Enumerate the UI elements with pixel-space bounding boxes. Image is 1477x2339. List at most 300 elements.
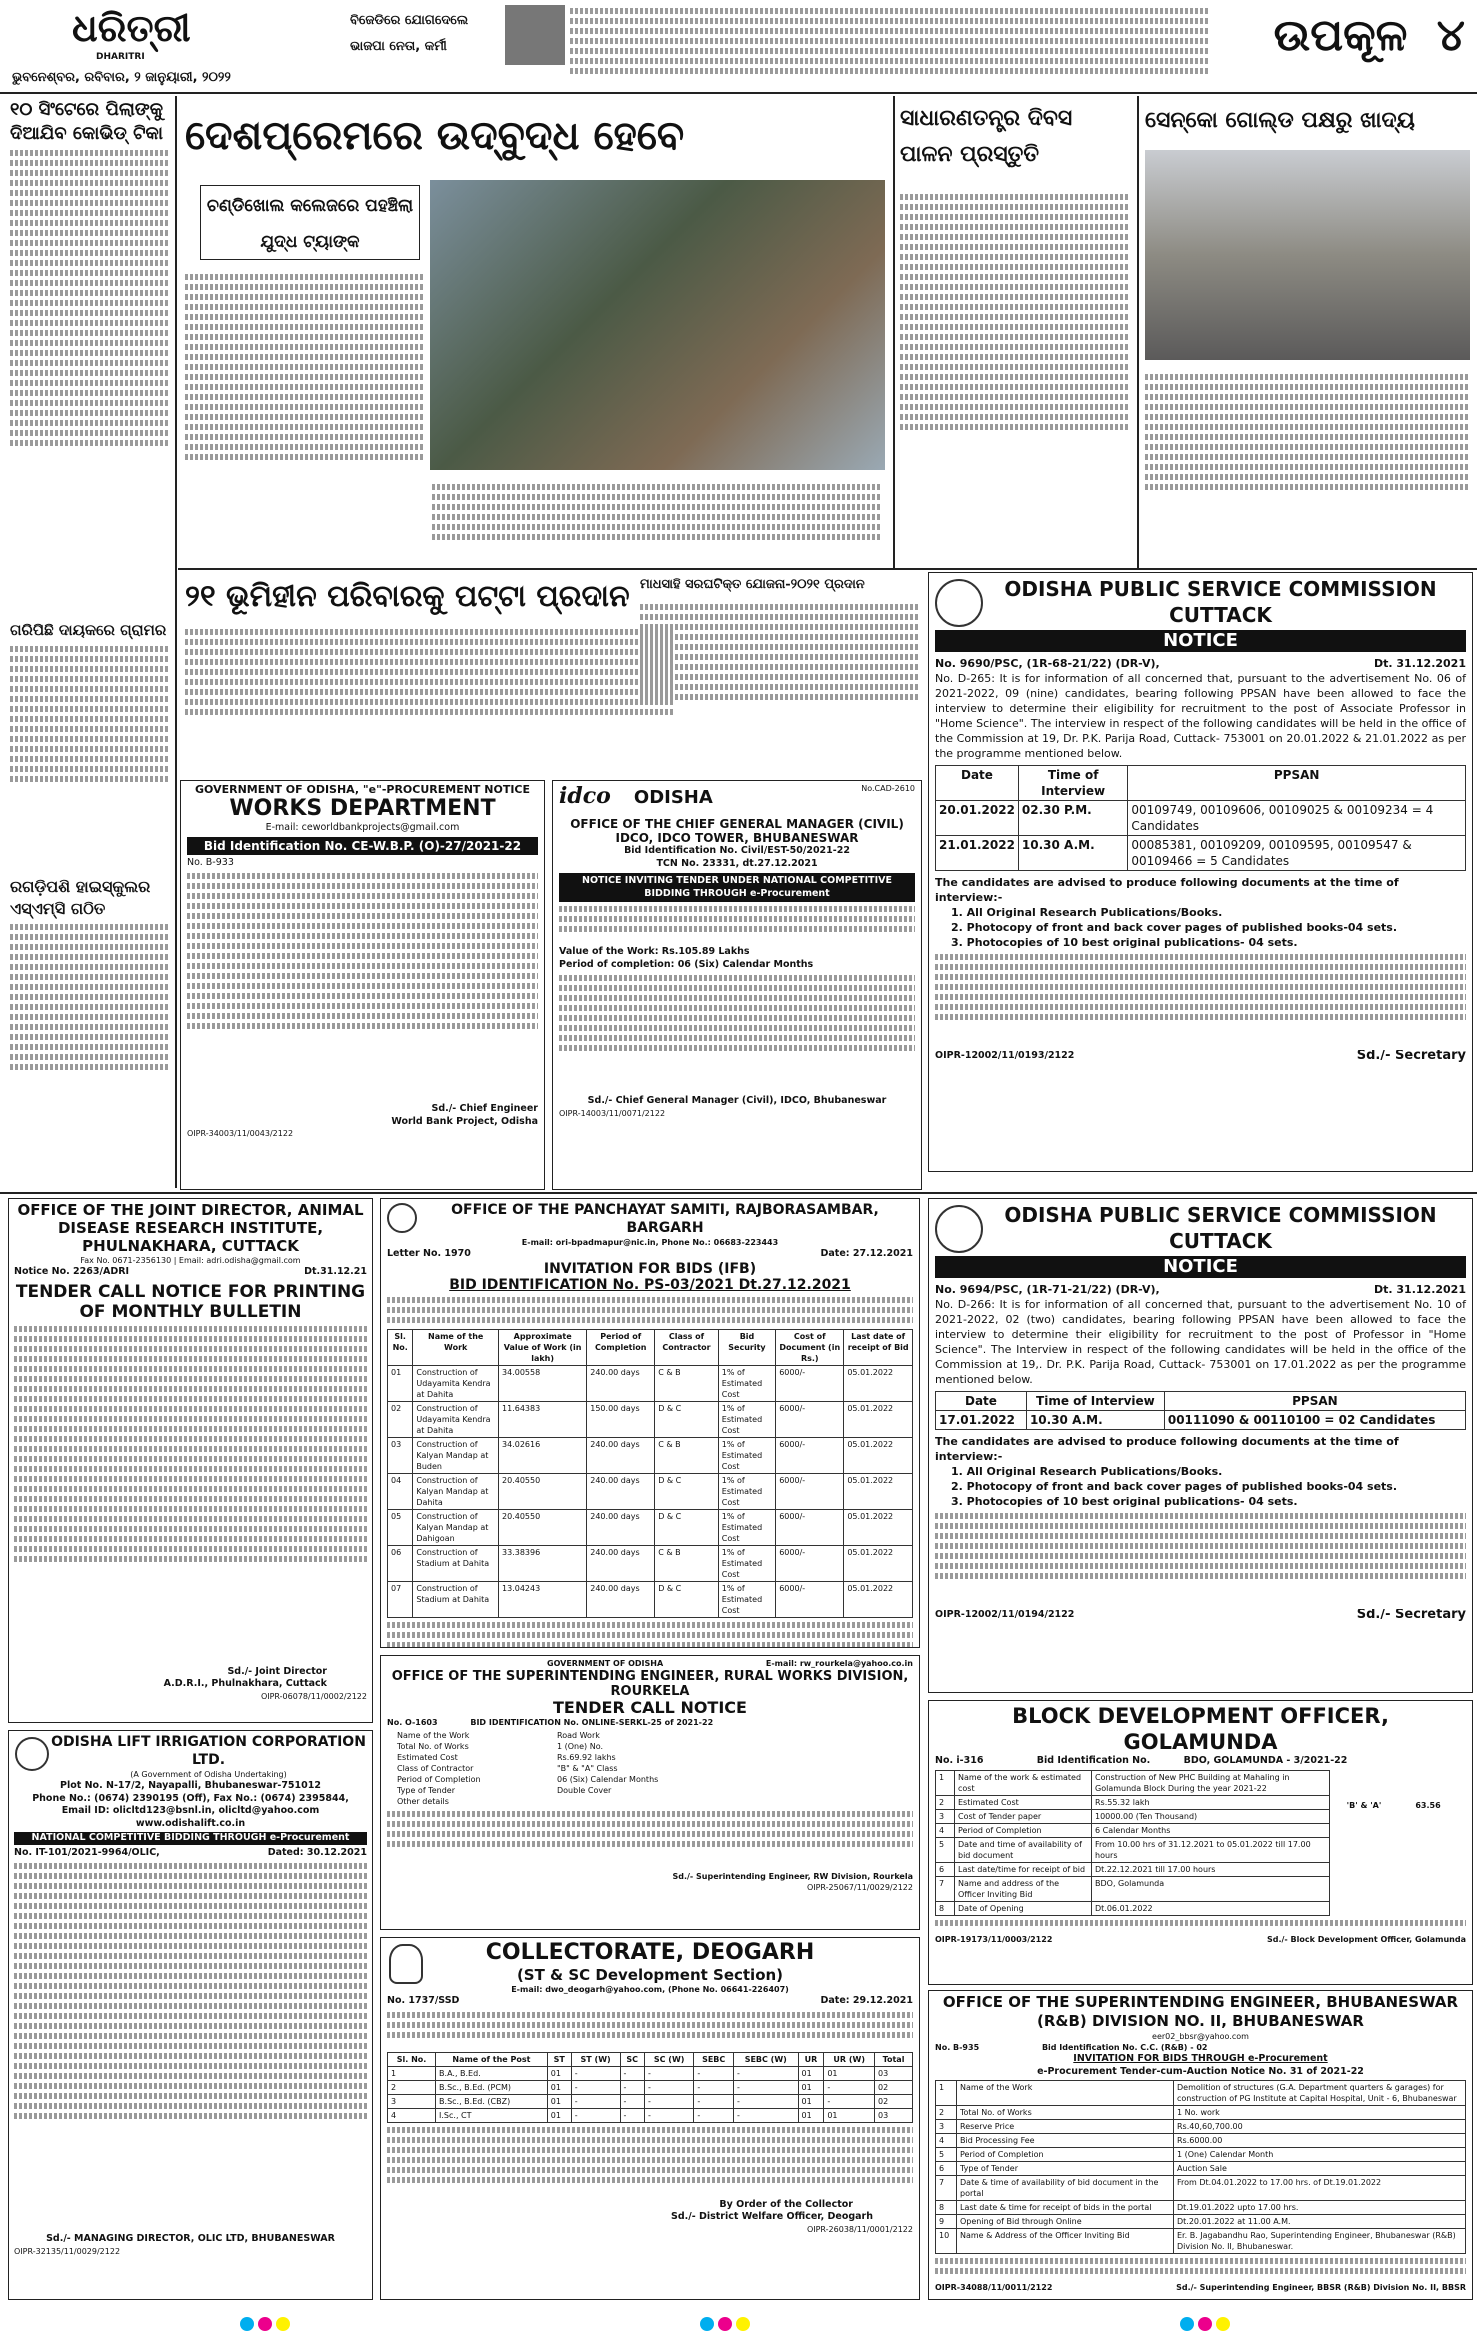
adri-notice	[8, 1198, 373, 1723]
table-cell: Type of Tender	[957, 2162, 1174, 2176]
table-row	[936, 1411, 1466, 1430]
idco-title-2: IDCO, IDCO TOWER, BHUBANESWAR	[615, 831, 859, 845]
works-email: E-mail: ceworldbankprojects@gmail.com	[265, 822, 460, 833]
opsc-advise: The candidates are advised to produce following documents at the time of interview:-	[935, 1435, 1399, 1463]
item-label: Estimated Cost	[397, 1753, 458, 1762]
table-header: SEBC (W)	[734, 2052, 799, 2066]
table-cell: 7	[936, 2176, 957, 2201]
table-header: UR (W)	[824, 2052, 875, 2066]
table-cell: 1	[936, 2081, 957, 2106]
item-label: Period of Completion	[397, 1775, 481, 1784]
teaser-text	[570, 4, 1210, 84]
works-title: WORKS DEPARTMENT	[229, 796, 496, 821]
works-oipr: OIPR-34003/11/0043/2122	[187, 1129, 294, 1138]
table-cell: Name & Address of the Officer Inviting Bid	[957, 2229, 1174, 2254]
table-cell: -	[620, 2094, 644, 2108]
deogarh-sign: By Order of the Collector	[719, 2198, 853, 2210]
table-cell: -	[644, 2066, 693, 2080]
headline-left-3: ରଗଡ଼ିପଶି ହାଇସ୍କୁଲର ଏସ୍‌ଏମ୍‌ସି ଗଠିତ	[10, 877, 151, 918]
republic-headline: ସାଧାରଣତନ୍ତ୍ର ଦିବସ ପାଳନ ପ୍ରସ୍ତୁତି	[900, 105, 1073, 167]
table-cell: 00111090 & 00110100 = 02 Candidates	[1164, 1411, 1465, 1430]
adri-date: Dt.31.12.21	[304, 1266, 367, 1277]
table-cell: C & B	[655, 1365, 719, 1401]
rourkela-sign: Sd./- Superintending Engineer, RW Division, Rourkela	[672, 1872, 913, 1881]
table-cell: Period of Completion	[957, 2148, 1174, 2162]
lift-bar: NATIONAL COMPETITIVE BIDDING THROUGH e-Procurement	[14, 1832, 367, 1845]
table-cell: -	[620, 2080, 644, 2094]
opsc-desc: No. D-265: It is for information of all concerned that, pursuant to the advertisement No. 06 of 2021-2022, 09 (nine) candidates, bearing following PPSAN have been allowed to face the interview to determine their eligibility for recruitment to the post of Associate Professor in "Home Science". The interview in respect of the following candidates will be held in the office of the Commission at 19, Dr. P.K. Parija Road, Cuttack- 753001 on 20.01.2022 & 21.01.2022 as per the programme mentioned below.	[935, 672, 1466, 760]
opsc-body	[935, 954, 1466, 1050]
table-cell: -	[824, 2094, 875, 2108]
bdo-amount: 63.56	[1415, 1800, 1441, 1810]
deogarh-no: No. 1737/SSD	[387, 1995, 460, 2006]
table-row	[936, 1795, 1330, 1809]
table-cell: 6	[936, 2162, 957, 2176]
table-row	[388, 1473, 913, 1509]
page-number: ୪	[1436, 10, 1465, 61]
table-cell: 6 Calendar Months	[1092, 1823, 1330, 1837]
table-cell: Auction Sale	[1174, 2162, 1466, 2176]
table-row	[388, 1581, 913, 1617]
table-cell: D & C	[655, 1401, 719, 1437]
idco-bar: NOTICE INVITING TENDER UNDER NATIONAL COMPETITIVE BIDDING THROUGH e-Procurement	[559, 873, 915, 902]
table-cell: 01	[547, 2094, 571, 2108]
lift-sub: (A Government of Odisha Undertaking)	[130, 1770, 287, 1779]
list-item	[387, 1785, 913, 1796]
table-cell: Reserve Price	[957, 2120, 1174, 2134]
table-cell: -	[734, 2108, 799, 2122]
table-cell: 4	[936, 2134, 957, 2148]
adri-sign: Sd./- Joint Director	[227, 1665, 327, 1677]
idco-body-2	[559, 975, 915, 1095]
table-header: SEBC	[694, 2052, 734, 2066]
table-header: Time of Interview	[1018, 766, 1127, 801]
item-label: Total No. of Works	[397, 1742, 469, 1751]
idco-bid: Bid Identification No. Civil/EST-50/2021-22	[624, 845, 850, 856]
table-cell: 34.00558	[499, 1365, 587, 1401]
rb-table	[935, 2080, 1466, 2254]
bdo-footer	[935, 1920, 1466, 1934]
table-header: Date	[936, 766, 1019, 801]
table-cell: B.Sc., B.Ed. (CBZ)	[436, 2094, 548, 2108]
table-cell: -	[694, 2108, 734, 2122]
registration-marks	[1180, 2316, 1260, 2332]
opsc-doc: 2. Photocopy of front and back cover pages of published books-04 sets.	[951, 1480, 1398, 1493]
table-cell: 4	[388, 2108, 436, 2122]
table-cell: 02	[388, 1401, 413, 1437]
opsc-date: Dt. 31.12.2021	[1374, 1283, 1466, 1296]
table-header: SC	[620, 2052, 644, 2066]
table-cell: 05	[388, 1509, 413, 1545]
tank-photo	[430, 180, 885, 470]
table-cell: 5	[936, 2148, 957, 2162]
idco-period: Period of completion: 06 (Six) Calendar Months	[559, 958, 814, 970]
works-no: No. B-933	[187, 856, 234, 868]
table-cell: 01	[798, 2080, 824, 2094]
idco-cad: No.CAD-2610	[861, 784, 915, 793]
panchayat-bar-2: BID IDENTIFICATION No. PS-03/2021 Dt.27.12.2021	[449, 1276, 851, 1293]
table-cell: 6000/-	[776, 1365, 844, 1401]
table-cell: 150.00 days	[587, 1401, 655, 1437]
adri-body	[14, 1326, 367, 1666]
table-cell: Opening of Bid through Online	[957, 2215, 1174, 2229]
item-label: Name of the Work	[397, 1731, 470, 1740]
table-cell: From Dt.04.01.2022 to 17.00 hrs. of Dt.19.01.2022	[1174, 2176, 1466, 2201]
opsc-date: Dt. 31.12.2021	[1374, 657, 1466, 670]
rb-sign: Sd./- Superintending Engineer, BBSR (R&B) Division No. II, BBSR	[1176, 2283, 1466, 2292]
table-cell: 07	[388, 1581, 413, 1617]
table-cell: Construction of Udayamita Kendra at Dahita	[413, 1365, 499, 1401]
table-cell: 20.40550	[499, 1509, 587, 1545]
table-row	[936, 1837, 1330, 1862]
table-cell: 8	[936, 1901, 955, 1915]
table-cell: -	[571, 2080, 620, 2094]
table-cell: 6000/-	[776, 1581, 844, 1617]
table-cell: D & C	[655, 1581, 719, 1617]
table-cell: BDO, Golamunda	[1092, 1876, 1330, 1901]
table-cell: 240.00 days	[587, 1437, 655, 1473]
idco-oipr: OIPR-14003/11/0071/2122	[559, 1108, 666, 1118]
table-cell: 2	[936, 1795, 955, 1809]
rb-bar: INVITATION FOR BIDS THROUGH e-Procurement	[1073, 2053, 1328, 2064]
table-cell: -	[644, 2108, 693, 2122]
panchayat-notes	[387, 1622, 913, 1649]
table-cell: -	[824, 2080, 875, 2094]
table-cell: 3	[936, 1809, 955, 1823]
table-header: PPSAN	[1128, 766, 1466, 801]
rb-footer	[935, 2258, 1466, 2282]
table-cell: 05.01.2022	[844, 1545, 913, 1581]
adri-oipr: OIPR-06078/11/0002/2122	[260, 1691, 367, 1701]
rourkela-notice	[380, 1655, 920, 1930]
table-cell: 20.01.2022	[936, 801, 1019, 836]
table-cell: 02	[875, 2080, 913, 2094]
table-cell: 1	[388, 2066, 436, 2080]
list-item	[387, 1741, 913, 1752]
table-header: Approximate Value of Work (in lakh)	[499, 1329, 587, 1365]
section-title	[1225, 4, 1465, 68]
table-cell: Construction of Udayamita Kendra at Dahita	[413, 1401, 499, 1437]
lift-phone: Phone No.: (0674) 2390195 (Off), Fax No.: (0674) 2395844,	[32, 1792, 349, 1804]
registration-marks	[700, 2316, 780, 2332]
table-cell: Total No. of Works	[957, 2106, 1174, 2120]
table-cell: 240.00 days	[587, 1473, 655, 1509]
left-news-column	[10, 98, 170, 1186]
adri-sign-2: A.D.R.I., Phulnakhara, Cuttack	[163, 1678, 327, 1689]
table-row	[388, 2066, 913, 2080]
table-cell: 240.00 days	[587, 1545, 655, 1581]
opsc-doc: 2. Photocopy of front and back cover pages of published books-04 sets.	[951, 921, 1398, 934]
deogarh-date: Date: 29.12.2021	[820, 1995, 913, 2006]
table-cell: Name of the work & estimated cost	[955, 1770, 1092, 1795]
deogarh-oipr: OIPR-26038/11/0001/2122	[806, 2224, 913, 2234]
adri-fax: Fax No. 0671-2356130 | Email: adri.odisha@gmail.com	[80, 1256, 301, 1265]
table-row	[936, 2106, 1466, 2120]
magenta-dot	[718, 2317, 732, 2331]
article-left-1	[10, 150, 170, 620]
panchayat-letter: Letter No. 1970	[387, 1248, 471, 1259]
table-cell: 01	[798, 2094, 824, 2108]
table-cell: 21.01.2022	[936, 836, 1019, 871]
table-row	[936, 2229, 1466, 2254]
table-row	[936, 2120, 1466, 2134]
table-cell: 01	[798, 2066, 824, 2080]
deogarh-sign-2: Sd./- District Welfare Officer, Deogarh	[670, 2211, 873, 2222]
table-cell: 6000/-	[776, 1545, 844, 1581]
list-item	[387, 1796, 913, 1807]
table-cell: 05.01.2022	[844, 1437, 913, 1473]
table-cell: Rs.55.32 lakh	[1092, 1795, 1330, 1809]
table-header: Period of Completion	[587, 1329, 655, 1365]
food-headline: ସେନ୍‌କୋ ଗୋଲ୍ଡ ପକ୍ଷରୁ ଖାଦ୍ୟ	[1145, 107, 1415, 133]
table-cell: 10.30 A.M.	[1018, 836, 1127, 871]
section-name: ଉପକୂଳ	[1273, 10, 1408, 61]
deogarh-table	[387, 2052, 913, 2123]
table-cell: 00085381, 00109209, 00109595, 00109547 & 00109466 = 5 Candidates	[1128, 836, 1466, 871]
landless-article	[185, 625, 675, 775]
opsc-doc: 1. All Original Research Publications/Books.	[951, 906, 1223, 919]
table-cell: 01	[547, 2108, 571, 2122]
table-row	[936, 2148, 1466, 2162]
item-value: Double Cover	[557, 1786, 612, 1795]
table-cell: 01	[824, 2108, 875, 2122]
bdo-sign: Sd./- Block Development Officer, Golamunda	[1266, 1934, 1466, 1944]
panchayat-seal	[387, 1203, 417, 1233]
lift-plot: Plot No. N-17/2, Nayapalli, Bhubaneswar-751012	[60, 1780, 321, 1791]
table-cell: 01	[547, 2066, 571, 2080]
panchayat-bar-1: INVITATION FOR BIDS (IFB)	[543, 1260, 757, 1277]
table-row	[936, 1901, 1330, 1915]
opsc-doc: 3. Photocopies of 10 best original publications- 04 sets.	[951, 936, 1298, 949]
works-sign: Sd./- Chief Engineer	[431, 1103, 538, 1114]
table-cell: 1% of Estimated Cost	[718, 1581, 775, 1617]
lift-no: No. IT-101/2021-9964/OLIC,	[14, 1846, 160, 1858]
table-cell: Date and time of availability of bid document	[955, 1837, 1092, 1862]
opsc-title-1: ODISHA PUBLIC SERVICE COMMISSION	[1004, 577, 1437, 601]
table-row	[936, 1876, 1330, 1901]
table-cell: 10	[936, 2229, 957, 2254]
item-value: "B" & "A" Class	[557, 1764, 618, 1773]
table-cell: 01	[798, 2108, 824, 2122]
table-cell: 05.01.2022	[844, 1365, 913, 1401]
table-row	[936, 2201, 1466, 2215]
odisha-logo: ODISHA	[633, 787, 713, 808]
table-row	[388, 1545, 913, 1581]
opsc-desc: No. D-266: It is for information of all concerned that, pursuant to the advertisement No. 10 of 2021-2022, 02 (two) candidates, bearing following PPSAN have been allowed to face the interview to determine their eligibility for recruitment to the post of Professor in "Home Science". The Interview in respect of the following candidates will be held in the office of the Commission at 19,. Dr. P.K. Parija Road, Cuttack- 753001 on 17.01.2022 as per the programme mentioned below.	[935, 1298, 1466, 1386]
table-cell: 6000/-	[776, 1401, 844, 1437]
table-cell: Construction of Kalyan Mandap at Dahita	[413, 1473, 499, 1509]
adri-notice-no: Notice No. 2263/ADRI	[14, 1266, 130, 1277]
table-cell: -	[620, 2066, 644, 2080]
registration-marks	[240, 2316, 320, 2332]
list-item	[387, 1774, 913, 1785]
table-cell: 9	[936, 2215, 957, 2229]
column-rule	[1137, 96, 1139, 568]
table-header: Bid Security	[718, 1329, 775, 1365]
table-cell: D & C	[655, 1473, 719, 1509]
works-notice	[180, 780, 545, 1190]
table-cell: 3	[936, 2120, 957, 2134]
dateline: ଭୁବନେଶ୍ବର, ରବିବାର, ୨ ଜାନୁୟାରୀ, ୨୦୨୨	[12, 70, 231, 85]
article-left-2	[10, 646, 170, 876]
table-cell: 01	[824, 2066, 875, 2080]
table-row	[936, 2081, 1466, 2106]
table-cell: 1% of Estimated Cost	[718, 1365, 775, 1401]
landless-headline: ୨୧ ଭୂମିହୀନ ପରିବାରକୁ ପଟ୍ଟା ପ୍ରଦାନ	[185, 579, 630, 614]
table-cell: -	[694, 2094, 734, 2108]
table-cell: 240.00 days	[587, 1365, 655, 1401]
deogarh-body	[387, 2127, 913, 2199]
bdo-class: 'B' & 'A'	[1346, 1800, 1382, 1810]
section-rule	[0, 1192, 1477, 1194]
panchayat-title: OFFICE OF THE PANCHAYAT SAMITI, RAJBORASAMBAR, BARGARH	[451, 1202, 879, 1236]
opsc-sign: Sd./- Secretary	[1356, 1609, 1466, 1622]
yellow-dot	[276, 2317, 290, 2331]
table-cell: 3	[388, 2094, 436, 2108]
table-header: Cost of Document (in Rs.)	[776, 1329, 844, 1365]
table-row	[936, 2215, 1466, 2229]
rourkela-details	[387, 1811, 913, 1871]
lift-notice	[8, 1730, 373, 2300]
table-header: Date	[936, 1392, 1027, 1411]
bdo-title: BLOCK DEVELOPMENT OFFICER, GOLAMUNDA	[1012, 1704, 1389, 1754]
table-cell: 05.01.2022	[844, 1401, 913, 1437]
opsc-title-1: ODISHA PUBLIC SERVICE COMMISSION	[1004, 1203, 1437, 1227]
vaccine-headline: ମାଧସାହି ସରଘଟିକ୍ତ ଯୋଜନା-୨୦୨୧ ପ୍ରଦାନ	[640, 577, 865, 592]
yellow-dot	[1216, 2317, 1230, 2331]
rb-oipr: OIPR-34088/11/0011/2122	[935, 2283, 1053, 2292]
rb-email: eer02_bbsr@yahoo.com	[1152, 2032, 1249, 2041]
table-row	[388, 2108, 913, 2122]
lift-title: ODISHA LIFT IRRIGATION CORPORATION LTD.	[51, 1734, 366, 1768]
masthead-rule	[0, 92, 1477, 94]
panchayat-email: E-mail: ori-bpadmapur@nic.in, Phone No.: 06683-223443	[521, 1238, 779, 1247]
rourkela-no: No. O-1603	[387, 1718, 438, 1727]
table-cell: 1 No. work	[1174, 2106, 1466, 2120]
panchayat-table	[387, 1329, 913, 1618]
table-cell: -	[734, 2066, 799, 2080]
table-cell: 03	[388, 1437, 413, 1473]
headline-left-1: ୧୦ ସିଂଟେରେ ପିଲାଙ୍କୁ ଦିଆଯିବ କୋଭିଡ୍ ଟିକା	[10, 99, 164, 144]
idco-value: Value of the Work: Rs.105.89 Lakhs	[559, 946, 750, 957]
item-value: Rs.69.92 lakhs	[557, 1753, 616, 1762]
idco-title-1: OFFICE OF THE CHIEF GENERAL MANAGER (CIVIL)	[570, 817, 904, 831]
opsc-oipr: OIPR-12002/11/0194/2122	[935, 1609, 1075, 1620]
rourkela-oipr: OIPR-25067/11/0029/2122	[806, 1883, 913, 1892]
table-row	[388, 1437, 913, 1473]
republic-article	[900, 190, 1130, 570]
table-cell: 1	[936, 1770, 955, 1795]
table-cell: I.Sc., CT	[436, 2108, 548, 2122]
table-header: ST	[547, 2052, 571, 2066]
table-row	[388, 2080, 913, 2094]
opsc-title-2: CUTTACK	[1169, 1229, 1272, 1253]
table-cell: Construction of Stadium at Dahita	[413, 1581, 499, 1617]
table-cell: Estimated Cost	[955, 1795, 1092, 1809]
rb-title: OFFICE OF THE SUPERINTENDING ENGINEER, BHUBANESWAR (R&B) DIVISION NO. II, BHUBANESWAR	[942, 1993, 1459, 2030]
table-cell: 05.01.2022	[844, 1473, 913, 1509]
table-cell: 6000/-	[776, 1509, 844, 1545]
table-cell: Construction of Kalyan Mandap at Dahigoan	[413, 1509, 499, 1545]
table-cell: Last date & time for receipt of bids in the portal	[957, 2201, 1174, 2215]
table-cell: B.Sc., B.Ed. (PCM)	[436, 2080, 548, 2094]
table-cell: 03	[875, 2108, 913, 2122]
rb-notice	[928, 1990, 1473, 2300]
table-cell: From 10.00 hrs of 31.12.2021 to 05.01.2022 till 17.00 hours	[1092, 1837, 1330, 1862]
rb-no: No. B-935	[935, 2043, 980, 2052]
deogarh-seal	[389, 1944, 423, 1984]
table-cell: 04	[388, 1473, 413, 1509]
headline-left-2: ଗରିପିଛି ଦାୟକରେ ଗ୍ରାମର	[10, 621, 167, 639]
opsc-schedule-table	[935, 765, 1466, 871]
works-sign-2: World Bank Project, Odisha	[391, 1115, 538, 1127]
table-cell: 1% of Estimated Cost	[718, 1509, 775, 1545]
rourkela-email: E-mail: rw_rourkela@yahoo.co.in	[765, 1659, 913, 1668]
magenta-dot	[258, 2317, 272, 2331]
bdo-notice	[928, 1700, 1473, 1985]
table-cell: 1% of Estimated Cost	[718, 1437, 775, 1473]
main-subheadline: ଚଣ୍ଡିଖୋଲ କଲେଜରେ ପହଞ୍ଚିଲା ଯୁଦ୍ଧ ଟ୍ୟାଙ୍କ	[200, 185, 420, 260]
table-cell: 01	[547, 2080, 571, 2094]
table-cell: -	[734, 2094, 799, 2108]
table-cell: 02	[875, 2094, 913, 2108]
cyan-dot	[700, 2317, 714, 2331]
lift-web: www.odishalift.co.in	[135, 1817, 246, 1829]
table-cell: -	[571, 2108, 620, 2122]
table-cell: 20.40550	[499, 1473, 587, 1509]
item-value: 1 (One) No.	[557, 1742, 603, 1751]
deogarh-sub: (ST & SC Development Section)	[516, 1966, 784, 1984]
table-cell: 6	[936, 1862, 955, 1876]
table-cell: C & B	[655, 1545, 719, 1581]
table-row	[936, 836, 1466, 871]
table-header: Last date of receipt of Bid	[844, 1329, 913, 1365]
table-cell: 10000.00 (Ten Thousand)	[1092, 1809, 1330, 1823]
table-row	[936, 1862, 1330, 1876]
panchayat-intro	[387, 1297, 913, 1329]
rourkela-gov: GOVERNMENT OF ODISHA	[547, 1659, 664, 1668]
vaccine-article	[640, 600, 920, 780]
table-cell: 01	[388, 1365, 413, 1401]
bdo-table	[935, 1770, 1330, 1916]
children-photo	[1145, 150, 1470, 360]
yellow-dot	[736, 2317, 750, 2331]
table-cell: Period of Completion	[955, 1823, 1092, 1837]
table-header: Class of Contractor	[655, 1329, 719, 1365]
table-cell: 2	[936, 2106, 957, 2120]
table-row	[388, 1401, 913, 1437]
article-left-3	[10, 924, 170, 1184]
lift-logo	[15, 1737, 49, 1771]
item-value: 06 (Six) Calendar Months	[557, 1775, 659, 1784]
lift-email: Email ID: olicltd123@bsnl.in, olicltd@yahoo.com	[61, 1805, 320, 1816]
opsc-notice-2	[928, 1198, 1473, 1693]
column-rule	[175, 96, 177, 1188]
rb-notice-no: e-Procurement Tender-cum-Auction Notice No. 31 of 2021-22	[1037, 2065, 1364, 2077]
cyan-dot	[1180, 2317, 1194, 2331]
opsc-oipr: OIPR-12002/11/0193/2122	[935, 1050, 1075, 1061]
item-label: Type of Tender	[397, 1786, 455, 1795]
table-cell: Dt.20.01.2022 at 11.00 A.M.	[1174, 2215, 1466, 2229]
table-cell: 05.01.2022	[844, 1581, 913, 1617]
table-cell: -	[694, 2066, 734, 2080]
bdo-bid: Bid Identification No.	[1036, 1755, 1151, 1766]
rourkela-title: OFFICE OF THE SUPERINTENDING ENGINEER, RURAL WORKS DIVISION, ROURKELA	[391, 1669, 909, 1699]
table-cell: 240.00 days	[587, 1581, 655, 1617]
bdo-no: No. i-316	[935, 1755, 984, 1766]
table-row	[936, 801, 1466, 836]
table-row	[388, 2094, 913, 2108]
